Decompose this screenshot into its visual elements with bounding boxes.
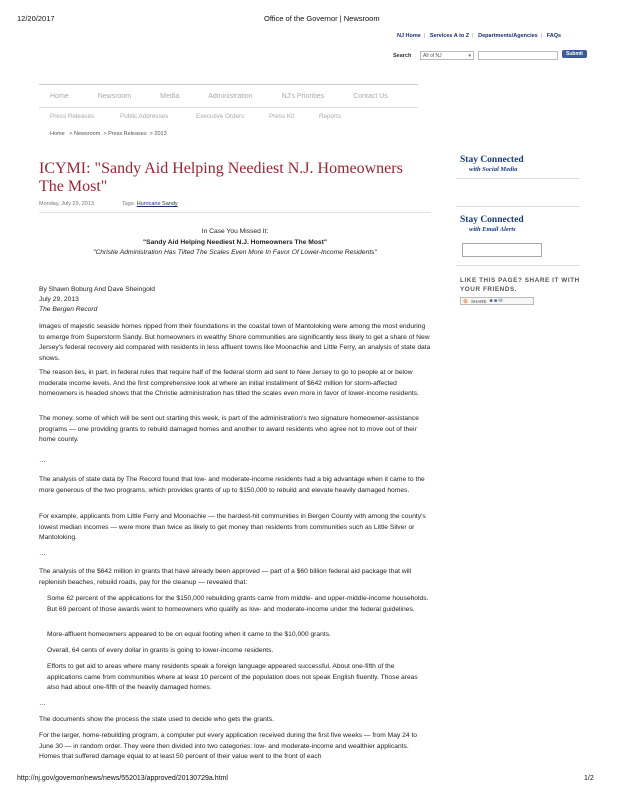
sidebar-divider <box>456 178 580 179</box>
ellipsis: … <box>39 457 46 464</box>
byline-date: July 29, 2013 <box>39 296 79 303</box>
article-headline: "Sandy Aid Helping Neediest N.J. Homeowners The Most" <box>142 239 328 246</box>
paragraph: The analysis of the $642 million in grants that have already been approved — part of a $60 billion federal aid package that will replenish beaches, rebuild roads, pay for the cleanup — revealed that: <box>39 568 412 586</box>
nav-administration[interactable]: Administration <box>208 92 253 100</box>
nav-home[interactable]: Home <box>50 92 69 100</box>
search-submit-button[interactable]: Submit <box>562 50 587 58</box>
article-subhead: "Christie Administration Has Tilted The Scales Even More In Favor Of Lower-Income Residents" <box>93 249 377 256</box>
social-subtitle[interactable]: with Social Media <box>469 166 518 173</box>
tag-link[interactable]: Hurricane Sandy <box>136 201 178 207</box>
top-link-departments[interactable]: Departments/Agencies <box>478 33 538 39</box>
sidebar-divider <box>456 265 580 266</box>
finding-item: More-affluent homeowners appeared to be on equal footing when it came to the $10,000 grants. <box>47 631 331 638</box>
nav-newsroom[interactable]: Newsroom <box>97 92 132 100</box>
search-label: Search <box>393 53 412 59</box>
subnav-reports[interactable]: Reports <box>319 113 342 120</box>
paragraph: For example, applicants from Little Ferry and Moonachie — the hardest-hit communities in Bergen County with among the county's lowest median incomes — were more than twice as likely to get money than residents from communities such as Little Silver or Mantoloking. <box>39 513 426 541</box>
search-scope-value: All of NJ <box>423 53 442 59</box>
intro-line: In Case You Missed It: <box>201 228 269 235</box>
nav-media[interactable]: Media <box>160 92 180 100</box>
email-subtitle[interactable]: with Email Alerts <box>469 226 516 233</box>
share-label: SHARE <box>471 298 487 304</box>
top-links: NJ Home | Services A to Z | Departments/Agencies | FAQs <box>397 33 562 39</box>
publication: The Bergen Record <box>39 306 98 313</box>
ellipsis: … <box>39 550 46 557</box>
sidebar-divider <box>456 206 580 207</box>
share-prompt: LIKE THIS PAGE? SHARE IT WITH YOUR FRIENDS. <box>460 277 580 293</box>
print-title: Office of the Governor | Newsroom <box>264 14 380 23</box>
page-number: 1/2 <box>584 775 594 782</box>
byline: By Shawn Boburg And Dave Sheingold <box>39 286 155 293</box>
social-icons: ■ ■ ✉ <box>489 298 503 304</box>
email-input[interactable] <box>462 243 542 257</box>
search-input[interactable] <box>478 51 558 60</box>
divider <box>39 212 431 213</box>
article-date: Monday, July 29, 2013 <box>39 201 94 207</box>
print-date: 12/20/2017 <box>17 14 55 23</box>
share-icon: ⊕ <box>463 298 469 305</box>
paragraph: The reason lies, in part, in federal rules that require half of the federal storm aid sent to New Jersey to go to people at or below moderate income levels. And the first comprehensive look at where an initial installment of $642 million for storm-affected homeowners is headed shows that the Christie administration has tilted the scales even more in favor of lower-income residents. <box>39 369 419 397</box>
search-scope-select[interactable] <box>420 51 474 60</box>
subnav-public-addresses[interactable]: Public Addresses <box>120 113 169 120</box>
ellipsis: … <box>39 700 46 707</box>
main-nav <box>39 84 418 108</box>
breadcrumb[interactable]: Home > Newsroom > Press Releases > 2013 <box>50 131 167 137</box>
paragraph: Images of majestic seaside homes ripped from their foundations in the coastal town of Mantoloking were among the most enduring to emerge from Superstorm Sandy. But homeowners in wealthy Shore communities are significantly less likely to get a share of New Jersey's federal recovery aid compared with residents in less affluent towns like Moonachie and Little Ferry, an analysis of state data shows. <box>39 323 431 362</box>
email-title[interactable]: Stay Connected <box>460 215 524 225</box>
finding-item: Overall, 64 cents of every dollar in grants is going to lower-income residents. <box>47 647 274 654</box>
subnav-press-kit[interactable]: Press Kit <box>269 113 295 120</box>
paragraph: The documents show the process the state used to decide who gets the grants. <box>39 716 274 723</box>
article-tags <box>122 201 178 207</box>
paragraph: The analysis of state data by The Record found that low- and moderate-income residents had a big advantage when it came to the more generous of the two programs, which provides grants of up to $150,000 to rebuild and elevate heavily damaged homes. <box>39 476 425 494</box>
social-title[interactable]: Stay Connected <box>460 155 524 165</box>
top-link-faqs[interactable]: FAQs <box>546 33 562 39</box>
paragraph: The money, some of which will be sent out starting this week, is part of the administration's two signature homeowner-assistance programs — one providing grants to rebuild damaged homes and another to award residents who agree not to move out of their home county. <box>39 415 419 443</box>
top-link-services[interactable]: Services A to Z <box>429 33 470 39</box>
nav-priorities[interactable]: NJ's Priorities <box>281 92 325 100</box>
chevron-down-icon: ▾ <box>468 53 471 59</box>
finding-item: Some 62 percent of the applications for the $150,000 rebuilding grants came from middle- and upper-middle-income households. But 69 percent of those awards went to homeowners who qualify as low- and moderate-income under the federal guidelines. <box>47 595 429 613</box>
page-url: http://nj.gov/governor/news/news/552013/approved/20130729a.html <box>17 775 228 782</box>
share-button[interactable] <box>460 297 534 305</box>
subnav-executive-orders[interactable]: Executive Orders <box>196 113 245 120</box>
subnav-press-releases[interactable]: Press Releases <box>50 113 95 120</box>
nav-contact[interactable]: Contact Us <box>353 92 388 100</box>
top-link-nj-home[interactable]: NJ Home <box>397 33 421 39</box>
tags-label: Tags: <box>122 201 136 207</box>
paragraph: For the larger, home-rebuilding program, a computer put every application received during the first five weeks — from May 24 to June 30 — in random order. They were then divided into two categories: low- and moderate-income and wealthier applicants. Homes that suffered damage equal to at least 50 percent of their value went to the front of each <box>39 732 418 760</box>
page-title: ICYMI: "Sandy Aid Helping Neediest N.J. Homeowners The Most" <box>39 160 403 195</box>
finding-item: Efforts to get aid to areas where many residents speak a foreign language appeared successful. About one-fifth of the applications came from communities where at least 10 percent of the population does not speak English fluently. Those areas also had about one-fifth of the heavily damaged homes. <box>47 663 418 691</box>
